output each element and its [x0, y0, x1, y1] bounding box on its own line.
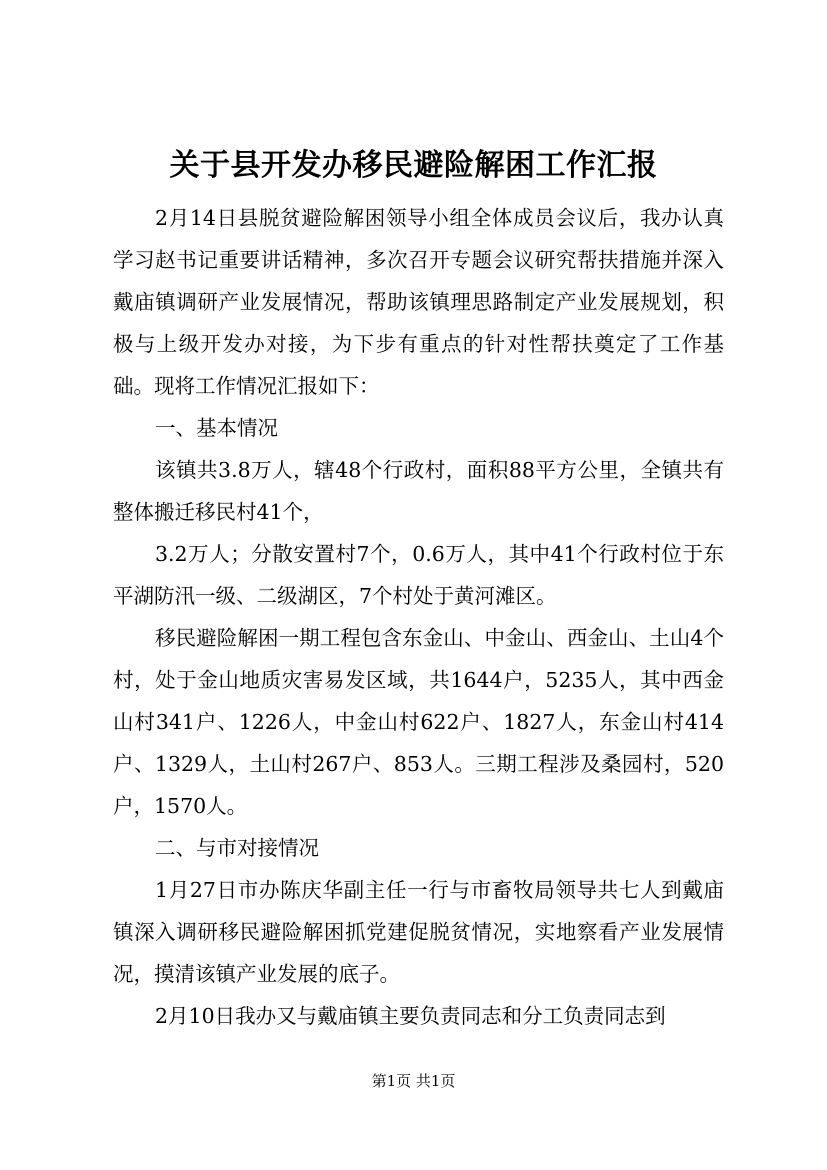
paragraph-phase-one-project: 移民避险解困一期工程包含东金山、中金山、西金山、土山4个村，处于金山地质灾害易发区域，共1644户，5235人，其中西金山村341户、1226人，中金山村622户、1827人，东金山村414户、1329人，土山村267户、853人。三期工程涉及桑园村，520户，1570人。 — [113, 626, 724, 818]
section-heading-city-liaison: 二、与市对接情况 — [155, 836, 319, 860]
paragraph-town-overview: 该镇共3.8万人，辖48个行政村，面积88平方公里，全镇共有整体搬迁移民村41个， — [113, 458, 724, 524]
paragraph-resettlement-villages: 3.2万人；分散安置村7个，0.6万人，其中41个行政村位于东平湖防汛一级、二级湖区，7个村处于黄河滩区。 — [113, 542, 724, 608]
paragraph-follow-up: 2月10日我办又与戴庙镇主要负责同志和分工负责同志到 — [155, 1004, 666, 1028]
paragraph-intro: 2月14日县脱贫避险解困领导小组全体成员会议后，我办认真学习赵书记重要讲话精神，多次召开专题会议研究帮扶措施并深入戴庙镇调研产业发展情况，帮助该镇理思路制定产业发展规划，积极与上级开发办对接，为下步有重点的针对性帮扶奠定了工作基础。现将工作情况汇报如下： — [113, 206, 724, 398]
paragraph-city-visit: 1月27日市办陈庆华副主任一行与市畜牧局领导共七人到戴庙镇深入调研移民避险解困抓党建促脱贫情况，实地察看产业发展情况，摸清该镇产业发展的底子。 — [113, 878, 724, 986]
section-heading-basic-situation: 一、基本情况 — [155, 416, 278, 440]
page-footer: 第1页 共1页 — [371, 1072, 456, 1090]
document-body — [113, 197, 724, 1037]
document-title: 关于县开发办移民避险解困工作汇报 — [169, 148, 658, 183]
